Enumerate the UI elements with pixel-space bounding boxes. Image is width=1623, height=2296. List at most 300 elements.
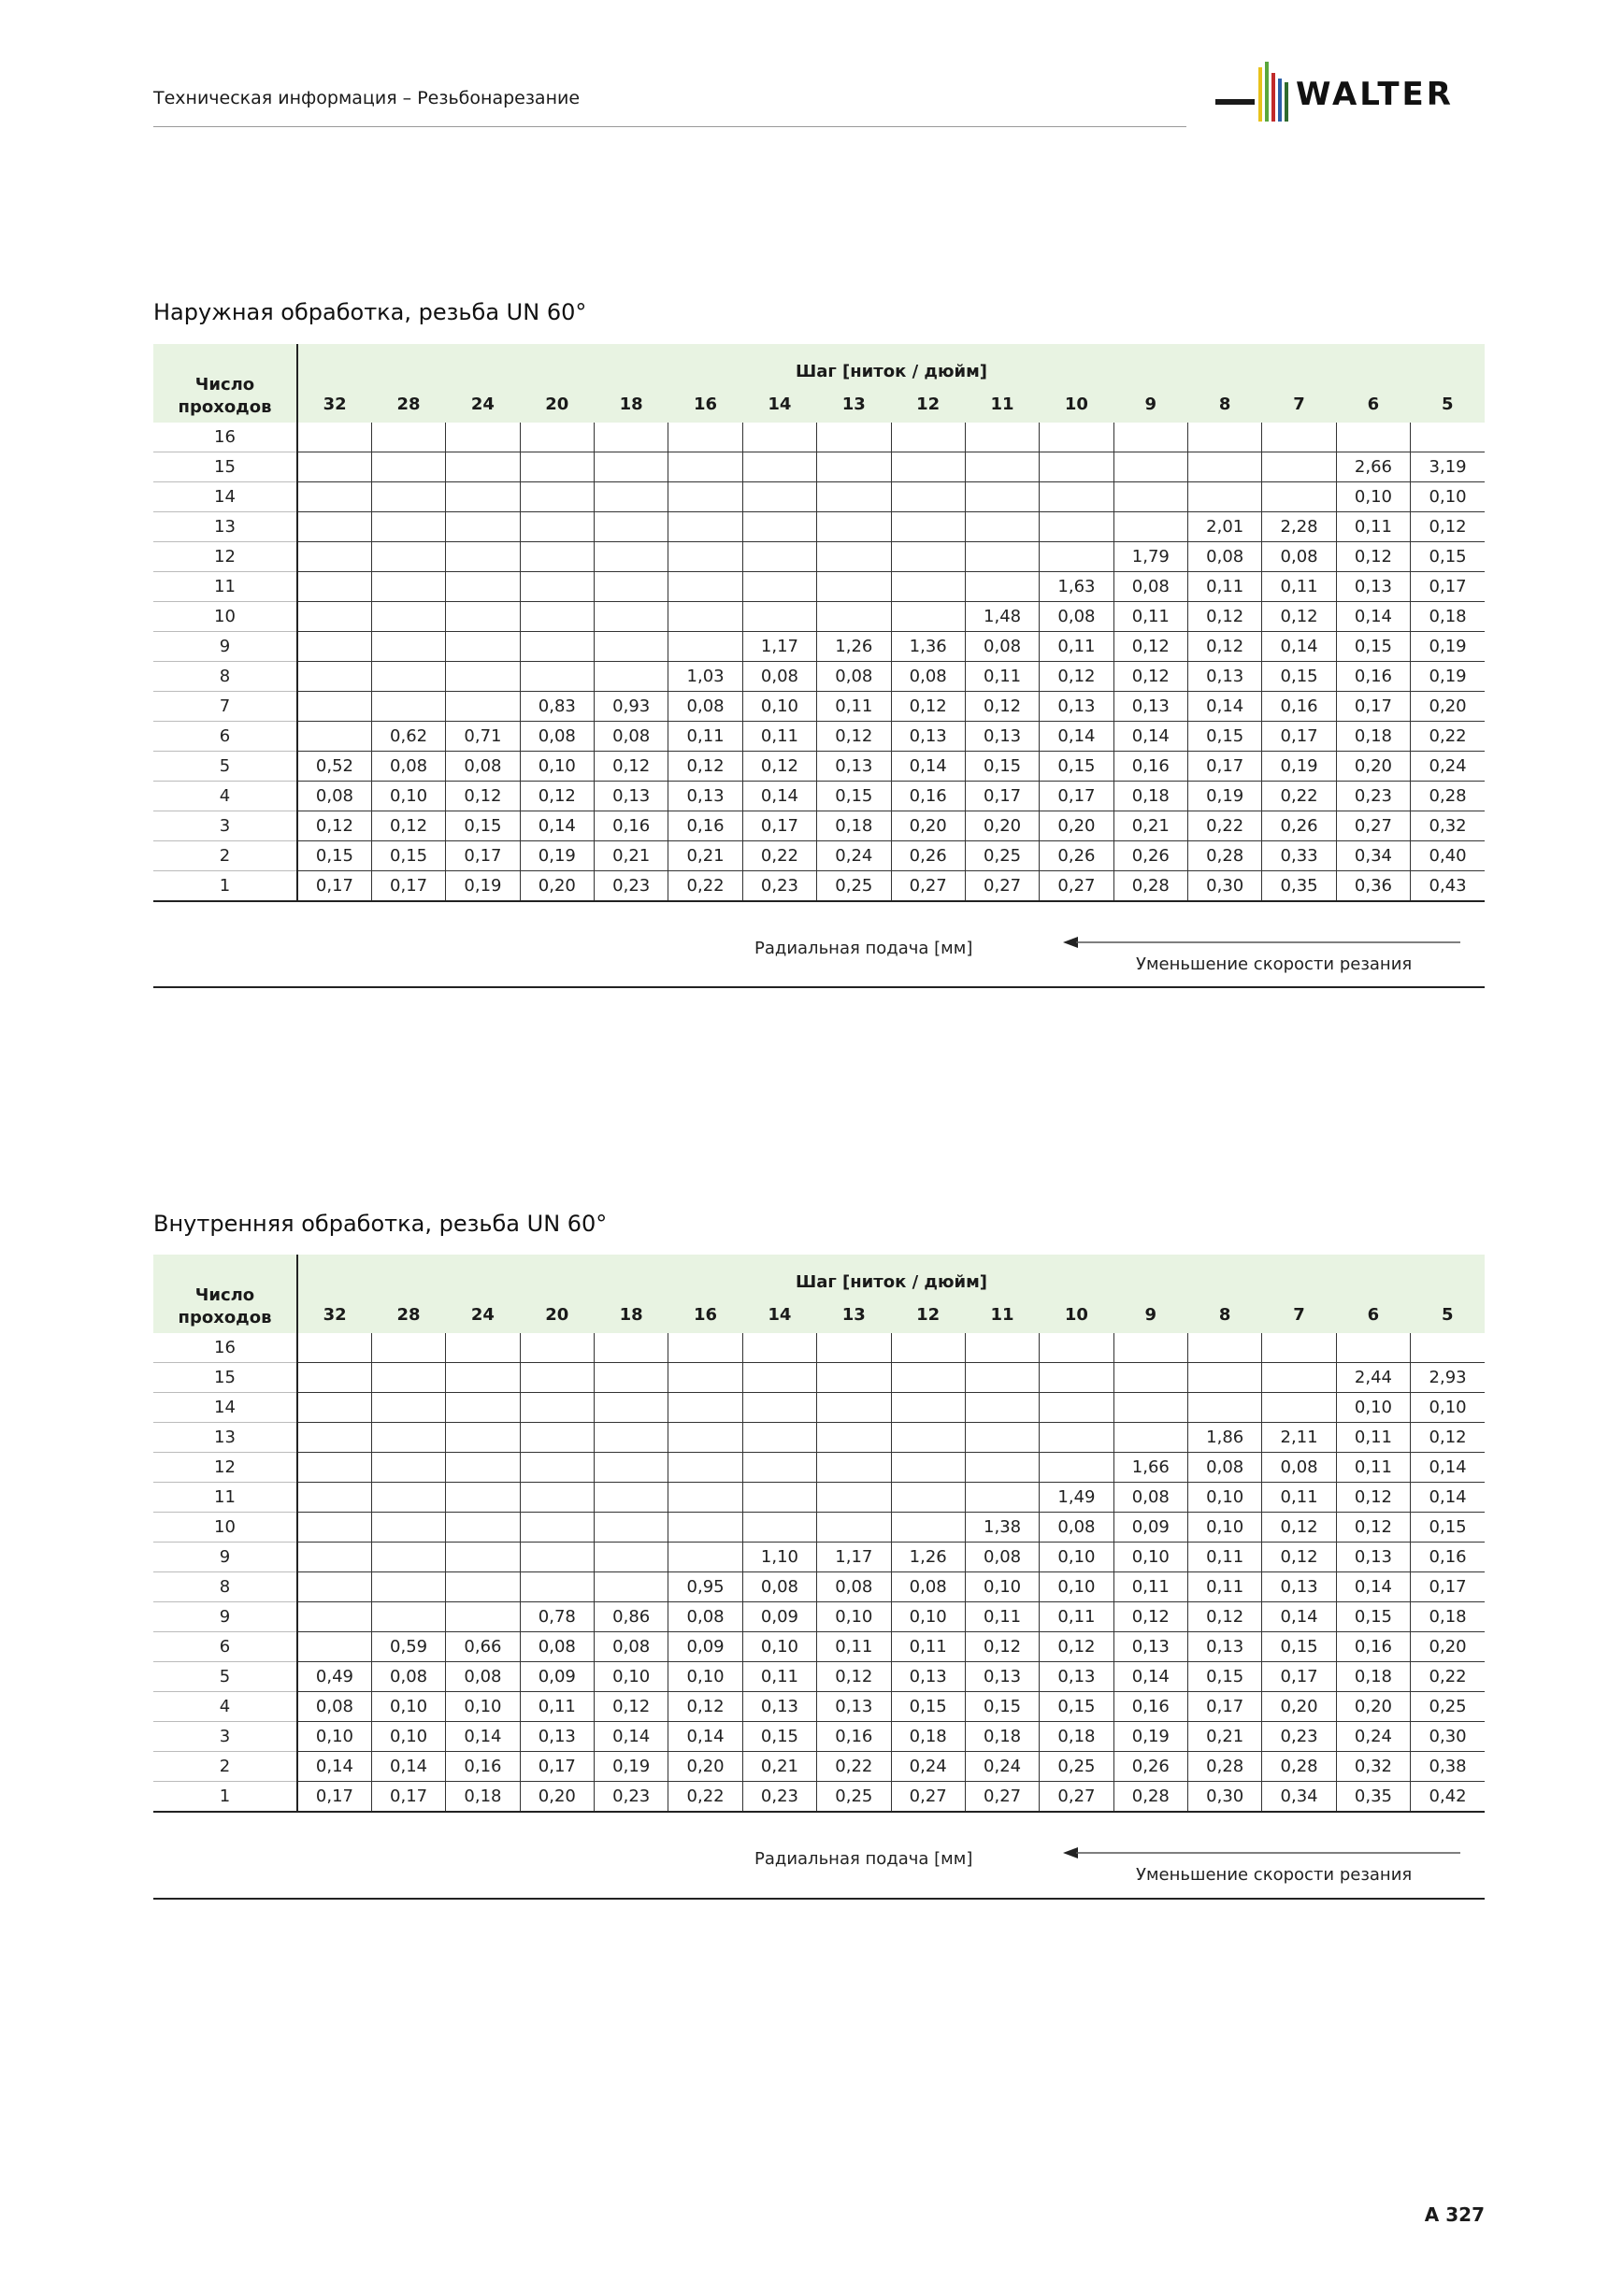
row-header-line2: проходов xyxy=(178,397,272,417)
feed-cell: 0,11 xyxy=(1188,1543,1262,1572)
feed-cell xyxy=(297,662,371,692)
feed-cell: 0,08 xyxy=(817,662,891,692)
feed-cell xyxy=(817,1513,891,1543)
feed-cell xyxy=(742,482,816,512)
feed-cell: 0,26 xyxy=(1040,841,1113,871)
feed-cell xyxy=(371,423,445,452)
feed-cell: 0,28 xyxy=(1113,1782,1187,1813)
feed-cell xyxy=(668,1513,742,1543)
passes-cell: 13 xyxy=(153,512,297,542)
pitch-header: 9 xyxy=(1113,385,1187,423)
pitch-header: 16 xyxy=(668,1296,742,1333)
feed-cell xyxy=(371,662,445,692)
feed-cell xyxy=(371,1453,445,1483)
table-row xyxy=(153,512,1485,542)
feed-cell: 0,20 xyxy=(520,1782,594,1813)
feed-cell xyxy=(668,482,742,512)
feed-cell: 0,25 xyxy=(965,841,1039,871)
passes-cell: 5 xyxy=(153,1662,297,1692)
feed-cell: 0,13 xyxy=(1113,1632,1187,1662)
feed-cell xyxy=(817,423,891,452)
feed-cell: 0,19 xyxy=(1411,632,1485,662)
feed-cell: 0,15 xyxy=(1411,1513,1485,1543)
feed-cell xyxy=(446,542,520,572)
feed-cell xyxy=(891,1333,965,1363)
feed-cell xyxy=(1040,1393,1113,1423)
feed-cell: 1,63 xyxy=(1040,572,1113,602)
feed-cell xyxy=(446,1423,520,1453)
feed-cell: 1,26 xyxy=(817,632,891,662)
table-row xyxy=(153,572,1485,602)
feed-cell xyxy=(965,423,1039,452)
feed-cell: 0,10 xyxy=(742,692,816,722)
feed-cell xyxy=(1113,452,1187,482)
table-bottom-rule xyxy=(153,1898,1485,1900)
feed-cell: 0,10 xyxy=(371,782,445,811)
feed-cell: 0,21 xyxy=(1188,1722,1262,1752)
feed-cell: 0,15 xyxy=(1336,632,1410,662)
feed-cell: 0,36 xyxy=(1336,871,1410,902)
feed-cell: 0,12 xyxy=(1113,1602,1187,1632)
feed-cell: 0,12 xyxy=(1336,542,1410,572)
feed-cell: 0,32 xyxy=(1336,1752,1410,1782)
feed-cell xyxy=(668,512,742,542)
feed-label: Радиальная подача [мм] xyxy=(754,1849,973,1869)
feed-cell xyxy=(297,452,371,482)
feed-cell xyxy=(965,512,1039,542)
feed-cell: 0,19 xyxy=(520,841,594,871)
feed-cell: 0,13 xyxy=(668,782,742,811)
passes-cell: 6 xyxy=(153,1632,297,1662)
feed-cell: 0,10 xyxy=(1188,1513,1262,1543)
table-row xyxy=(153,1363,1485,1393)
passes-cell: 4 xyxy=(153,1692,297,1722)
row-header-label xyxy=(153,1255,297,1333)
table-row xyxy=(153,1572,1485,1602)
pitch-header: 6 xyxy=(1336,385,1410,423)
feed-cell: 0,25 xyxy=(817,1782,891,1813)
feed-cell: 0,18 xyxy=(446,1782,520,1813)
feed-cell xyxy=(742,1513,816,1543)
feed-cell: 0,17 xyxy=(965,782,1039,811)
feed-cell xyxy=(817,542,891,572)
pitch-header: 14 xyxy=(742,1296,816,1333)
speed-label: Уменьшение скорости резания xyxy=(1136,954,1413,974)
feed-cell xyxy=(446,602,520,632)
feed-cell: 0,11 xyxy=(1188,1572,1262,1602)
feed-cell: 0,08 xyxy=(520,722,594,752)
pitch-header: 24 xyxy=(446,385,520,423)
feed-cell: 0,12 xyxy=(1262,602,1336,632)
feed-cell: 0,11 xyxy=(1040,1602,1113,1632)
feed-cell xyxy=(371,1483,445,1513)
feed-cell: 0,16 xyxy=(817,1722,891,1752)
feed-cell: 1,38 xyxy=(965,1513,1039,1543)
passes-cell: 8 xyxy=(153,1572,297,1602)
feed-cell xyxy=(446,1572,520,1602)
feed-cell: 0,15 xyxy=(965,752,1039,782)
feed-cell xyxy=(1040,423,1113,452)
feed-cell: 0,08 xyxy=(742,662,816,692)
table-title-external: Наружная обработка, резьба UN 60° xyxy=(153,299,587,325)
feed-cell: 0,09 xyxy=(520,1662,594,1692)
feed-cell: 0,78 xyxy=(520,1602,594,1632)
table-bottom-rule xyxy=(153,986,1485,988)
feed-cell xyxy=(520,1483,594,1513)
feed-cell: 0,86 xyxy=(595,1602,668,1632)
feed-cell: 0,16 xyxy=(1113,1692,1187,1722)
feed-cell xyxy=(520,632,594,662)
passes-cell: 4 xyxy=(153,782,297,811)
feed-cell: 0,11 xyxy=(817,1632,891,1662)
feed-cell: 0,17 xyxy=(742,811,816,841)
feed-cell: 0,13 xyxy=(520,1722,594,1752)
feed-cell: 0,14 xyxy=(1411,1483,1485,1513)
feed-cell: 0,22 xyxy=(1411,722,1485,752)
feed-cell xyxy=(1188,1333,1262,1363)
feed-cell xyxy=(1336,423,1410,452)
feed-cell xyxy=(965,1363,1039,1393)
table-row xyxy=(153,1662,1485,1692)
feed-cell: 0,12 xyxy=(297,811,371,841)
feed-cell: 2,01 xyxy=(1188,512,1262,542)
feed-cell xyxy=(965,1423,1039,1453)
feed-cell: 0,33 xyxy=(1262,841,1336,871)
feed-cell: 0,24 xyxy=(891,1752,965,1782)
feed-cell: 0,15 xyxy=(371,841,445,871)
feed-cell: 1,86 xyxy=(1188,1423,1262,1453)
feed-cell xyxy=(668,1543,742,1572)
pitch-header: 11 xyxy=(965,385,1039,423)
feed-cell xyxy=(742,542,816,572)
feed-cell: 0,14 xyxy=(668,1722,742,1752)
feed-cell: 0,14 xyxy=(297,1752,371,1782)
feed-cell: 0,08 xyxy=(446,1662,520,1692)
table-row xyxy=(153,632,1485,662)
feed-cell xyxy=(446,1363,520,1393)
feed-cell: 0,19 xyxy=(595,1752,668,1782)
pitch-header: 7 xyxy=(1262,385,1336,423)
pitch-header: 18 xyxy=(595,385,668,423)
table-row xyxy=(153,782,1485,811)
feed-cell: 0,28 xyxy=(1411,782,1485,811)
feed-cell: 0,22 xyxy=(1411,1662,1485,1692)
pitch-header: 6 xyxy=(1336,1296,1410,1333)
feed-cell xyxy=(595,632,668,662)
feed-cell: 0,28 xyxy=(1262,1752,1336,1782)
row-header-line1: Число xyxy=(194,1285,255,1305)
table-row xyxy=(153,1602,1485,1632)
feed-cell: 0,15 xyxy=(1262,1632,1336,1662)
feed-cell: 0,18 xyxy=(1040,1722,1113,1752)
pitch-header: 12 xyxy=(891,385,965,423)
feed-cell xyxy=(668,602,742,632)
feed-cell: 0,23 xyxy=(595,871,668,902)
feed-cell: 0,12 xyxy=(742,752,816,782)
row-header-label xyxy=(153,344,297,423)
feed-cell: 0,17 xyxy=(297,871,371,902)
pitch-header: 10 xyxy=(1040,385,1113,423)
feed-cell xyxy=(817,452,891,482)
feed-cell: 0,20 xyxy=(668,1752,742,1782)
feed-cell: 0,11 xyxy=(1336,1423,1410,1453)
feed-cell: 0,71 xyxy=(446,722,520,752)
feed-cell: 0,16 xyxy=(1336,1632,1410,1662)
feed-cell: 0,27 xyxy=(1336,811,1410,841)
feed-cell: 0,13 xyxy=(891,722,965,752)
feed-cell: 0,10 xyxy=(1040,1572,1113,1602)
feed-cell xyxy=(965,482,1039,512)
passes-cell: 1 xyxy=(153,1782,297,1813)
feed-cell: 0,10 xyxy=(520,752,594,782)
feed-cell: 0,08 xyxy=(742,1572,816,1602)
feed-cell: 0,13 xyxy=(1336,572,1410,602)
feed-cell: 0,20 xyxy=(1262,1692,1336,1722)
feed-cell: 0,15 xyxy=(891,1692,965,1722)
feed-cell xyxy=(1262,482,1336,512)
feed-cell: 0,12 xyxy=(1262,1513,1336,1543)
feed-cell: 0,08 xyxy=(1188,542,1262,572)
feed-cell: 0,20 xyxy=(1411,1632,1485,1662)
feed-cell: 0,17 xyxy=(446,841,520,871)
feed-cell: 0,22 xyxy=(668,871,742,902)
feed-cell: 0,20 xyxy=(520,871,594,902)
feed-cell: 0,08 xyxy=(446,752,520,782)
feed-cell: 2,93 xyxy=(1411,1363,1485,1393)
feed-cell: 0,14 xyxy=(1188,692,1262,722)
feed-cell: 0,27 xyxy=(891,871,965,902)
feed-cell: 0,38 xyxy=(1411,1752,1485,1782)
table-row xyxy=(153,482,1485,512)
feed-cell xyxy=(817,482,891,512)
feed-cell xyxy=(371,1513,445,1543)
feed-cell: 0,08 xyxy=(297,782,371,811)
feed-cell xyxy=(1411,1333,1485,1363)
feed-cell xyxy=(371,1333,445,1363)
pitch-header: 13 xyxy=(817,1296,891,1333)
feed-cell: 0,10 xyxy=(1040,1543,1113,1572)
feed-cell: 0,12 xyxy=(668,752,742,782)
feed-cell xyxy=(446,1393,520,1423)
feed-cell: 0,17 xyxy=(1040,782,1113,811)
feed-cell: 0,34 xyxy=(1262,1782,1336,1813)
feed-cell: 1,66 xyxy=(1113,1453,1187,1483)
feed-cell: 1,49 xyxy=(1040,1483,1113,1513)
passes-cell: 3 xyxy=(153,811,297,841)
header-title: Техническая информация – Резьбонарезание xyxy=(153,88,581,108)
feed-cell xyxy=(891,423,965,452)
feed-cell xyxy=(297,722,371,752)
feed-cell xyxy=(891,572,965,602)
feed-cell xyxy=(371,632,445,662)
feed-cell xyxy=(297,1602,371,1632)
table-row xyxy=(153,1513,1485,1543)
feed-cell: 0,08 xyxy=(371,1662,445,1692)
feed-cell xyxy=(520,542,594,572)
feed-cell xyxy=(1113,1423,1187,1453)
feed-cell: 0,08 xyxy=(1262,1453,1336,1483)
feed-cell xyxy=(891,542,965,572)
pitch-header: 10 xyxy=(1040,1296,1113,1333)
feed-cell xyxy=(371,692,445,722)
feed-cell xyxy=(965,1393,1039,1423)
passes-cell: 6 xyxy=(153,722,297,752)
feed-cell: 0,08 xyxy=(1040,1513,1113,1543)
feed-cell: 0,13 xyxy=(965,1662,1039,1692)
passes-cell: 2 xyxy=(153,1752,297,1782)
pitch-header: 11 xyxy=(965,1296,1039,1333)
feed-cell xyxy=(817,1333,891,1363)
feed-cell xyxy=(297,1333,371,1363)
feed-cell xyxy=(668,572,742,602)
header-rule xyxy=(153,126,1186,127)
feed-cell: 0,15 xyxy=(1336,1602,1410,1632)
feed-cell: 0,20 xyxy=(891,811,965,841)
feed-cell: 0,11 xyxy=(1262,1483,1336,1513)
feed-cell: 0,17 xyxy=(1336,692,1410,722)
feed-cell xyxy=(371,482,445,512)
feed-cell xyxy=(297,602,371,632)
feed-cell xyxy=(446,1333,520,1363)
feed-cell xyxy=(520,1333,594,1363)
feed-cell: 0,27 xyxy=(965,871,1039,902)
feed-cell xyxy=(520,452,594,482)
feed-cell xyxy=(965,1453,1039,1483)
pitch-header: 8 xyxy=(1188,385,1262,423)
feed-cell xyxy=(520,1393,594,1423)
table-row xyxy=(153,662,1485,692)
feed-cell: 0,30 xyxy=(1188,871,1262,902)
feed-cell xyxy=(371,1423,445,1453)
feed-cell: 0,16 xyxy=(1262,692,1336,722)
feed-cell: 0,17 xyxy=(1188,1692,1262,1722)
feed-cell: 0,12 xyxy=(1336,1513,1410,1543)
feed-cell: 0,14 xyxy=(446,1722,520,1752)
feed-cell: 0,08 xyxy=(520,1632,594,1662)
feed-cell: 0,09 xyxy=(742,1602,816,1632)
feed-cell xyxy=(446,482,520,512)
feed-cell: 0,11 xyxy=(742,722,816,752)
feed-cell: 0,13 xyxy=(817,752,891,782)
feed-cell: 0,12 xyxy=(1040,1632,1113,1662)
feed-cell: 0,13 xyxy=(1336,1543,1410,1572)
feed-cell: 0,08 xyxy=(817,1572,891,1602)
feed-cell: 0,08 xyxy=(668,692,742,722)
table-row xyxy=(153,423,1485,452)
feed-cell: 0,10 xyxy=(965,1572,1039,1602)
table-row xyxy=(153,1423,1485,1453)
feed-cell: 2,28 xyxy=(1262,512,1336,542)
pitch-header: 32 xyxy=(297,385,371,423)
feed-cell: 0,15 xyxy=(297,841,371,871)
feed-cell: 2,44 xyxy=(1336,1363,1410,1393)
feed-cell xyxy=(965,452,1039,482)
feed-cell: 0,23 xyxy=(595,1782,668,1813)
feed-cell xyxy=(297,1363,371,1393)
feed-cell: 0,16 xyxy=(1113,752,1187,782)
feed-cell: 0,08 xyxy=(371,752,445,782)
feed-cell: 0,15 xyxy=(1040,1692,1113,1722)
feed-cell xyxy=(668,1483,742,1513)
feed-cell: 2,11 xyxy=(1262,1423,1336,1453)
passes-cell: 3 xyxy=(153,1722,297,1752)
feed-cell: 0,10 xyxy=(371,1692,445,1722)
feed-cell: 0,08 xyxy=(1113,572,1187,602)
feed-cell: 0,10 xyxy=(446,1692,520,1722)
feed-cell xyxy=(520,602,594,632)
feed-cell xyxy=(371,1572,445,1602)
feed-cell: 0,09 xyxy=(668,1632,742,1662)
feed-cell xyxy=(817,1483,891,1513)
pitch-header: 28 xyxy=(371,1296,445,1333)
feed-cell: 0,93 xyxy=(595,692,668,722)
feed-cell: 2,66 xyxy=(1336,452,1410,482)
pitch-header: 18 xyxy=(595,1296,668,1333)
feed-cell: 3,19 xyxy=(1411,452,1485,482)
feed-cell xyxy=(520,1423,594,1453)
feed-cell: 0,15 xyxy=(1262,662,1336,692)
feed-cell xyxy=(668,632,742,662)
pitch-header: 13 xyxy=(817,385,891,423)
feed-cell: 0,18 xyxy=(1411,1602,1485,1632)
feed-cell xyxy=(371,512,445,542)
feed-cell: 0,11 xyxy=(520,1692,594,1722)
feed-cell: 0,16 xyxy=(1336,662,1410,692)
feed-cell xyxy=(595,1393,668,1423)
feed-cell: 0,16 xyxy=(668,811,742,841)
feed-cell: 0,19 xyxy=(1188,782,1262,811)
feed-cell: 0,24 xyxy=(965,1752,1039,1782)
feed-cell xyxy=(742,423,816,452)
feed-cell: 0,15 xyxy=(742,1722,816,1752)
feed-cell xyxy=(668,542,742,572)
feed-cell xyxy=(1040,542,1113,572)
feed-cell xyxy=(595,1572,668,1602)
feed-cell xyxy=(1040,1423,1113,1453)
feed-cell xyxy=(520,1572,594,1602)
feed-cell: 0,14 xyxy=(1113,722,1187,752)
feed-cell: 0,28 xyxy=(1188,841,1262,871)
feed-cell: 0,11 xyxy=(1336,512,1410,542)
speed-arrow-icon xyxy=(1063,935,1460,950)
feed-cell: 0,21 xyxy=(742,1752,816,1782)
feed-cell xyxy=(297,1483,371,1513)
feed-cell xyxy=(742,1453,816,1483)
feed-cell xyxy=(446,1513,520,1543)
feed-cell xyxy=(1188,1393,1262,1423)
feed-cell xyxy=(1188,482,1262,512)
feed-cell xyxy=(446,1543,520,1572)
feed-cell xyxy=(817,602,891,632)
feed-cell: 0,11 xyxy=(965,662,1039,692)
feed-cell: 0,16 xyxy=(891,782,965,811)
feed-cell xyxy=(520,1513,594,1543)
feed-cell xyxy=(965,542,1039,572)
feed-cell xyxy=(1262,452,1336,482)
feed-cell: 0,49 xyxy=(297,1662,371,1692)
feed-cell xyxy=(891,1363,965,1393)
feed-cell xyxy=(297,572,371,602)
feed-cell: 1,10 xyxy=(742,1543,816,1572)
feed-cell: 0,15 xyxy=(1188,1662,1262,1692)
feed-cell: 0,34 xyxy=(1336,841,1410,871)
feed-cell xyxy=(371,602,445,632)
feed-cell: 0,12 xyxy=(965,692,1039,722)
feed-cell xyxy=(297,542,371,572)
feed-cell: 0,12 xyxy=(1188,632,1262,662)
feed-cell xyxy=(371,452,445,482)
feed-cell: 1,17 xyxy=(742,632,816,662)
